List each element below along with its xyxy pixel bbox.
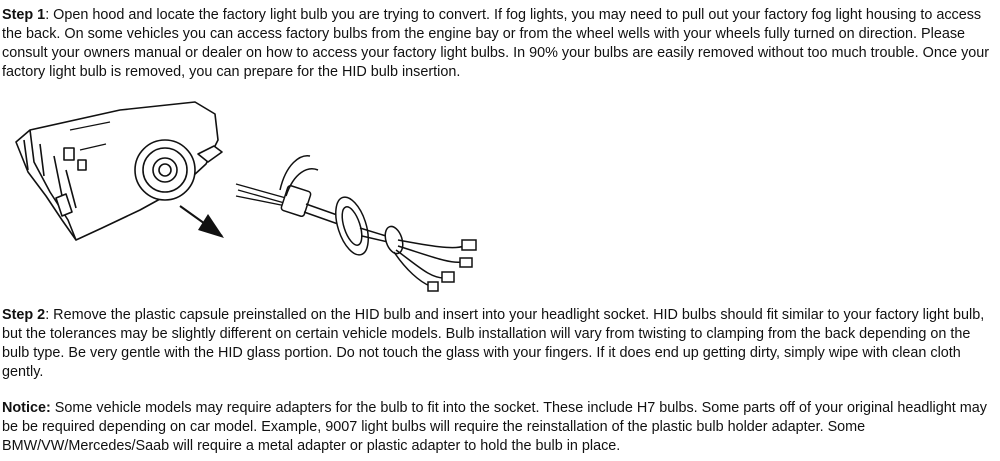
step1-paragraph <box>2 6 998 82</box>
headlight-housing-icon <box>16 102 222 240</box>
step1-text: : Open hood and locate the factory light bulb you are trying to convert. If fog lights, you may need to pull out your factory fog light housing to access the back. On some vehicles you can access factory bulbs from the engine bay or from the wheel wells with your wheels fully turned on direction. Please consult your owners manual or dealer on how to access your factory light bulbs. In 90% your bulbs are easily removed without too much trouble. Once your factory light bulb is removed, you can prepare for the HID bulb insertion. <box>2 7 990 80</box>
step2-label: Step 2 <box>2 307 46 323</box>
arrow-icon <box>180 206 224 238</box>
notice-paragraph <box>2 399 998 456</box>
notice-label: Notice: <box>2 400 51 416</box>
installation-figure <box>10 100 510 300</box>
step1-label: Step 1 <box>2 7 46 23</box>
step2-paragraph <box>2 306 998 382</box>
step2-text: : Remove the plastic capsule preinstalled on the HID bulb and insert into your headlight socket. HID bulbs should fit similar to your factory light bulb, but the tolerances may be slightly different on certain vehicle models. Bulb installation will vary from twisting to clamping from the back depending on the bulb type. Be very gentle with the HID glass portion. Do not touch the glass with your fingers. If it does end up getting dirty, simply wipe with clean cloth gently. <box>2 307 985 380</box>
hid-bulb-icon <box>236 184 406 259</box>
wire-connector-icon <box>280 156 476 291</box>
notice-text: Some vehicle models may require adapters for the bulb to fit into the socket. These include H7 bulbs. Some parts off of your original headlight may be be required depending on car model. Example, 9007 light bulbs will require the reinstallation of the plastic bulb holder adapter. Some BMW/VW/Mercedes/Saab will require a metal adapter or plastic adapter to hold the bulb in place. <box>2 400 987 454</box>
